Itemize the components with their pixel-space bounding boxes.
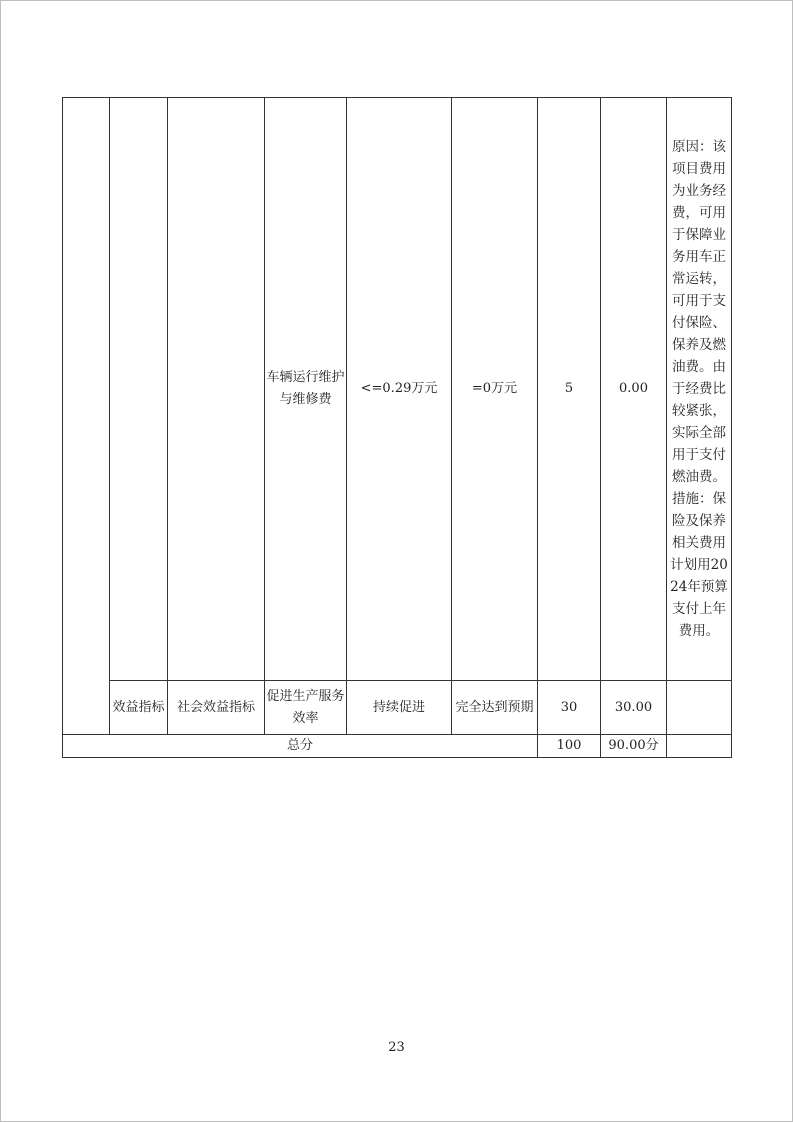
total-label: 总分 — [63, 735, 538, 758]
level2-cell: 社会效益指标 — [168, 681, 265, 735]
performance-score-table — [62, 97, 732, 758]
indicator-cell: 促进生产服务效率 — [265, 681, 347, 735]
total-row — [63, 735, 732, 758]
weight-cell: 5 — [538, 98, 601, 681]
indicator-cell: 车辆运行维护与维修费 — [265, 98, 347, 681]
total-weight: 100 — [538, 735, 601, 758]
reason-cell: 原因：该项目费用为业务经费，可用于保障业务用车正常运转，可用于支付保险、保养及燃油费。由于经费比较紧张，实际全部用于支付燃油费。措施：保险及保养相关费用计划用2024年预算支付上年费用。 — [667, 98, 732, 681]
category-cell — [63, 98, 110, 735]
reason-cell — [667, 681, 732, 735]
score-cell: 30.00 — [601, 681, 667, 735]
score-cell: 0.00 — [601, 98, 667, 681]
total-reason — [667, 735, 732, 758]
page-number: 23 — [388, 1040, 405, 1055]
target-cell: <=0.29万元 — [347, 98, 452, 681]
target-cell: 持续促进 — [347, 681, 452, 735]
level1-cell — [110, 98, 168, 681]
table-row — [63, 98, 732, 681]
actual-cell: 完全达到预期 — [452, 681, 538, 735]
table-row — [63, 681, 732, 735]
total-score: 90.00分 — [601, 735, 667, 758]
actual-cell: =0万元 — [452, 98, 538, 681]
level2-cell — [168, 98, 265, 681]
weight-cell: 30 — [538, 681, 601, 735]
level1-cell: 效益指标 — [110, 681, 168, 735]
